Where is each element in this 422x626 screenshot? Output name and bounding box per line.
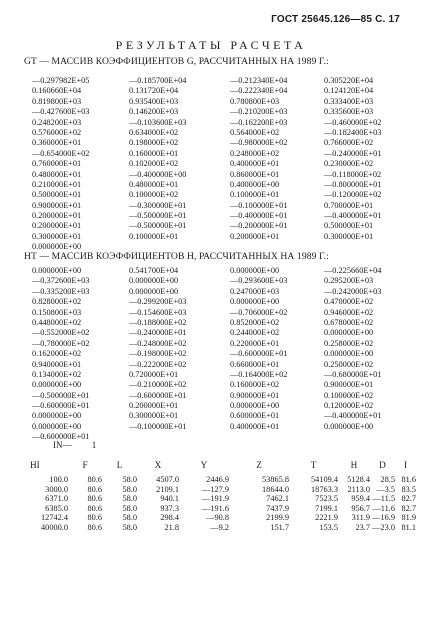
- results-cell: —127.9: [202, 484, 229, 494]
- ht-coefficient-value: 0.220000E+01: [230, 338, 280, 348]
- ht-coefficient-value: 0.470000E+02: [324, 297, 374, 307]
- gt-coefficient-value: 0.480000E+01: [129, 179, 179, 189]
- gt-coefficient-value: 0.160000E+01: [129, 148, 179, 158]
- gt-coefficient-value: 0.300000E+01: [324, 231, 374, 241]
- results-cell: 82.7: [401, 494, 416, 503]
- ht-coefficient-value: 0.400000E+01: [230, 421, 280, 431]
- gt-coefficient-value: 0.480000E+01: [32, 169, 82, 179]
- ht-coefficient-value: —0.225660E+04: [324, 266, 382, 275]
- results-cell: —191.9: [202, 494, 229, 503]
- gt-coefficient-column: [32, 76, 129, 253]
- gt-coefficient-value: —0.100000E+01: [230, 200, 288, 210]
- gt-coefficient-value: 0.935400E+03: [129, 96, 179, 106]
- results-row: [30, 504, 416, 514]
- results-cell: 23.7: [355, 522, 370, 532]
- results-cell: 58.0: [122, 494, 137, 503]
- gt-coefficient-value: 0.305220E+04: [324, 76, 374, 85]
- results-cell: 53865.8: [262, 475, 289, 484]
- gt-coefficient-value: 0.000000E+00: [32, 242, 82, 252]
- gt-coefficient-value: 0.500000E+01: [324, 221, 374, 231]
- gt-coefficient-value: 0.700000E+01: [324, 200, 374, 210]
- results-cell: 937.3: [160, 503, 179, 513]
- ht-coefficient-value: —0.706000E+02: [230, 307, 288, 317]
- in-label: IN—: [53, 440, 72, 450]
- results-cell: —3.5: [376, 484, 395, 494]
- results-cell: —11.5: [372, 494, 395, 503]
- ht-coefficient-value: 0.100000E+02: [324, 390, 374, 400]
- ht-coefficient-value: 0.000000E+00: [230, 297, 280, 307]
- in-value: 1: [91, 440, 97, 450]
- results-cell: 82.7: [401, 503, 416, 513]
- ht-section-heading: НТ — МАССИВ КОЭФФИЦИЕНТОВ Н, РАССЧИТАННЫХ НА 1989 Г.:: [24, 251, 329, 262]
- gt-coefficient-value: 0.102000E+02: [129, 159, 179, 169]
- ht-coefficient-value: —0.400000E+01: [324, 411, 382, 421]
- gt-coefficient-value: —0.427600E+03: [32, 107, 90, 117]
- results-cell: 58.0: [122, 513, 137, 522]
- gt-coefficient-value: —0.500000E+01: [129, 211, 187, 221]
- gt-coefficient-value: 0.100000E+02: [129, 190, 179, 200]
- results-cell: —90.8: [206, 513, 229, 522]
- ht-coefficient-value: 0.162000E+02: [32, 349, 82, 359]
- gt-coefficient-value: 0.200000E+01: [32, 221, 82, 231]
- ht-coefficient-value: 0.000000E+00: [129, 276, 179, 286]
- ht-coefficient-value: —0.600000E+01: [32, 432, 90, 442]
- ht-coefficient-value: —0.600000E+01: [129, 390, 187, 400]
- gt-coefficient-value: 0.564000E+02: [230, 127, 280, 137]
- ht-coefficient-value: —0.222000E+02: [129, 359, 187, 369]
- results-cell: 58.0: [122, 503, 137, 513]
- gt-coefficient-value: 0.400000E+00: [230, 179, 280, 189]
- gt-coefficient-value: —0.800000E+01: [324, 179, 382, 189]
- ht-coefficient-value: 0.258000E+02: [324, 338, 374, 348]
- gt-coefficient-column: [129, 76, 230, 253]
- results-cell: 81.6: [401, 475, 416, 484]
- results-row: [30, 485, 416, 495]
- ht-coefficient-value: —0.100000E+01: [129, 421, 187, 431]
- results-cell: 2113.0: [347, 484, 370, 494]
- results-cell: 80.6: [87, 484, 102, 494]
- ht-coefficient-value: 0.000000E+00: [324, 421, 374, 431]
- ht-coefficient-value: 0.250000E+02: [324, 359, 374, 369]
- gt-coefficient-value: 0.400000E+01: [230, 159, 280, 169]
- gt-coefficient-value: —0.185700E+04: [129, 76, 187, 85]
- results-cell: 21.8: [164, 522, 179, 532]
- results-row: [30, 475, 416, 485]
- results-cell: 80.6: [87, 494, 102, 503]
- results-cell: —23.0: [372, 522, 395, 532]
- results-cell: 2109.1: [156, 484, 179, 494]
- ht-coefficient-column: [129, 266, 230, 443]
- results-cell: 956.7: [351, 503, 370, 513]
- results-cell: 28.5: [380, 475, 395, 484]
- ht-coefficient-value: 0.900000E+01: [230, 390, 280, 400]
- gt-coefficient-value: —0.222340E+04: [230, 86, 288, 96]
- gt-coefficient-value: —0.103600E+03: [129, 117, 187, 127]
- ht-coefficient-value: —0.293600E+03: [230, 276, 288, 286]
- gt-coefficient-value: 0.146200E+03: [129, 107, 179, 117]
- results-column-header: T: [310, 460, 317, 470]
- gt-coefficient-value: —0.118000E+02: [324, 169, 382, 179]
- ht-coefficient-value: —0.210000E+02: [129, 380, 187, 390]
- ht-coefficient-value: 0.000000E+00: [32, 411, 82, 421]
- ht-coefficient-value: 0.000000E+00: [324, 349, 374, 359]
- ht-coefficient-value: 0.000000E+00: [32, 266, 82, 275]
- gt-coefficient-value: 0.634000E+02: [129, 127, 179, 137]
- ht-coefficients-table: [32, 266, 414, 443]
- gt-coefficient-value: —0.182400E+03: [324, 127, 382, 137]
- results-cell: 80.6: [87, 513, 102, 522]
- gt-coefficient-value: —0.120000E+02: [324, 190, 382, 200]
- results-column-header: I: [403, 460, 408, 470]
- ht-coefficient-value: 0.000000E+00: [230, 266, 280, 275]
- gt-coefficient-value: 0.200000E+01: [32, 211, 82, 221]
- ht-coefficient-value: 0.000000E+00: [32, 421, 82, 431]
- gt-coefficient-value: 0.780800E+03: [230, 96, 280, 106]
- gt-coefficient-value: —0.212340E+04: [230, 76, 288, 85]
- results-row: [30, 513, 416, 523]
- ht-coefficient-value: 0.134000E+02: [32, 369, 82, 379]
- ht-coefficient-value: 0.120000E+02: [324, 401, 374, 411]
- ht-coefficient-value: 0.000000E+00: [32, 380, 82, 390]
- ht-coefficient-value: —0.188000E+02: [129, 317, 187, 327]
- ht-coefficient-column: [324, 266, 414, 443]
- results-cell: 959.4: [351, 494, 370, 503]
- results-cell: 5128.4: [347, 475, 370, 484]
- results-cell: 100.0: [49, 475, 68, 484]
- ht-coefficient-value: —0.154600E+03: [129, 307, 187, 317]
- gt-coefficient-value: 0.198000E+02: [129, 138, 179, 148]
- ht-coefficient-value: 0.150800E+03: [32, 307, 82, 317]
- results-cell: 6371.0: [45, 494, 68, 503]
- ht-coefficient-value: 0.678000E+02: [324, 317, 374, 327]
- results-cell: 80.6: [87, 475, 102, 484]
- ht-coefficient-column: [230, 266, 324, 443]
- results-column-header: D: [379, 460, 386, 470]
- results-column-header: Z: [256, 460, 262, 470]
- gt-coefficient-column: [230, 76, 324, 253]
- ht-coefficient-value: 0.000000E+00: [324, 328, 374, 338]
- ht-coefficient-value: 0.541700E+04: [129, 266, 179, 275]
- results-cell: 4507.0: [156, 475, 179, 484]
- gt-coefficient-value: 0.360000E+01: [32, 138, 82, 148]
- ht-coefficient-value: —0.500000E+01: [32, 390, 90, 400]
- ht-coefficient-value: 0.244000E+02: [230, 328, 280, 338]
- ht-coefficient-value: 0.946000E+02: [324, 307, 374, 317]
- gt-coefficient-value: —0.400000E+01: [324, 211, 382, 221]
- results-cell: 80.6: [87, 522, 102, 532]
- results-cell: 7199.1: [315, 503, 338, 513]
- gt-coefficient-value: 0.766000E+02: [324, 138, 374, 148]
- gt-coefficient-value: 0.230000E+02: [324, 159, 374, 169]
- ht-coefficient-value: —0.600000E+01: [32, 401, 90, 411]
- gt-coefficient-value: 0.200000E+01: [230, 231, 280, 241]
- results-cell: —9.2: [210, 522, 229, 532]
- results-column-header: HI: [30, 460, 40, 470]
- results-cell: 3000.0: [45, 484, 68, 494]
- results-column-header: L: [116, 460, 123, 470]
- ht-coefficient-value: —0.248000E+02: [129, 338, 187, 348]
- results-column-header: F: [82, 460, 88, 470]
- gt-coefficient-value: 0.900000E+01: [32, 200, 82, 210]
- ht-coefficient-value: 0.300000E+01: [129, 411, 179, 421]
- gt-coefficient-value: 0.160660E+04: [32, 86, 82, 96]
- ht-coefficient-value: 0.852000E+02: [230, 317, 280, 327]
- gt-coefficient-value: 0.860000E+01: [230, 169, 280, 179]
- ht-coefficient-value: 0.900000E+01: [324, 380, 374, 390]
- gt-section-heading: GT — МАССИВ КОЭФФИЦИЕНТОВ G, РАССЧИТАННЫХ НА 1989 Г.:: [24, 56, 329, 67]
- ht-coefficient-value: 0.940000E+01: [32, 359, 82, 369]
- gt-coefficient-value: —0.300000E+01: [129, 200, 187, 210]
- results-cell: 81.9: [401, 513, 416, 522]
- gt-coefficient-value: —0.400000E+01: [230, 211, 288, 221]
- results-column-header: H: [350, 460, 358, 470]
- gt-coefficient-value: —0.162200E+03: [230, 117, 288, 127]
- gt-coefficient-column: [324, 76, 414, 253]
- results-header-row: [30, 455, 416, 475]
- ht-coefficient-value: 0.828000E+02: [32, 297, 82, 307]
- results-cell: 153.5: [319, 522, 338, 532]
- ht-coefficient-value: —0.299200E+03: [129, 297, 187, 307]
- in-parameter: [53, 440, 114, 450]
- gt-coefficient-value: 0.100000E+01: [129, 231, 179, 241]
- ht-coefficient-value: —0.600000E+01: [230, 349, 288, 359]
- ht-coefficient-value: —0.164000E+02: [230, 369, 288, 379]
- results-cell: 80.6: [87, 503, 102, 513]
- gt-coefficient-value: —0.654000E+02: [32, 148, 90, 158]
- gt-coefficient-value: 0.576000E+02: [32, 127, 82, 137]
- gt-coefficient-value: 0.760000E+01: [32, 159, 82, 169]
- gt-coefficient-value: 0.819800E+03: [32, 96, 82, 106]
- results-column-header: Y: [200, 460, 208, 470]
- ht-coefficient-value: —0.780000E+02: [32, 338, 90, 348]
- gt-coefficient-value: —0.500000E+01: [129, 221, 187, 231]
- gt-coefficients-table: [32, 76, 414, 253]
- gt-coefficient-value: 0.100000E+01: [230, 190, 280, 200]
- results-cell: 58.0: [122, 475, 137, 484]
- results-cell: 54109.4: [311, 475, 338, 484]
- results-cell: 298.4: [160, 513, 179, 522]
- ht-coefficient-value: 0.295200E+03: [324, 276, 374, 286]
- ht-coefficient-value: 0.160000E+02: [230, 380, 280, 390]
- ht-coefficient-value: —0.240000E+01: [129, 328, 187, 338]
- page-title: РЕЗУЛЬТАТЫ РАСЧЕТА: [115, 38, 307, 52]
- ht-coefficient-value: —0.680000E+01: [324, 369, 382, 379]
- results-cell: 12742.4: [41, 513, 68, 522]
- ht-coefficient-value: 0.448000E+02: [32, 317, 82, 327]
- results-cell: 311.9: [351, 513, 370, 522]
- gt-coefficient-value: —0.400000E+00: [129, 169, 187, 179]
- gt-coefficient-value: 0.500000E+01: [32, 190, 82, 200]
- gt-coefficient-value: —0.297982E+05: [32, 76, 90, 85]
- ht-coefficient-value: 0.600000E+01: [230, 411, 280, 421]
- gt-coefficient-value: 0.248000E+02: [230, 148, 280, 158]
- ht-coefficient-value: 0.000000E+00: [230, 401, 280, 411]
- gt-coefficient-value: —0.210200E+03: [230, 107, 288, 117]
- results-cell: 18763.3: [311, 484, 338, 494]
- results-cell: —11.6: [372, 503, 395, 513]
- gt-coefficient-value: 0.210000E+01: [32, 179, 82, 189]
- ht-coefficient-value: 0.720000E+01: [129, 369, 179, 379]
- gt-coefficient-value: —0.980000E+02: [230, 138, 288, 148]
- results-column-header: X: [154, 460, 162, 470]
- results-cell: 40000.0: [41, 522, 68, 532]
- results-row: [30, 494, 416, 504]
- gt-coefficient-value: 0.300000E+01: [32, 231, 82, 241]
- results-table: [30, 455, 416, 532]
- results-cell: —16.9: [372, 513, 395, 522]
- page-header: ГОСТ 25645.126—85 С. 17: [271, 14, 400, 25]
- gt-coefficient-value: 0.248200E+03: [32, 117, 82, 127]
- ht-coefficient-value: 0.247000E+03: [230, 286, 280, 296]
- ht-coefficient-value: —0.335200E+03: [32, 286, 90, 296]
- results-cell: 81.1: [401, 522, 416, 532]
- ht-coefficient-column: [32, 266, 129, 443]
- ht-coefficient-value: —0.198000E+02: [129, 349, 187, 359]
- results-cell: 6385.0: [45, 503, 68, 513]
- gt-coefficient-value: —0.460000E+02: [324, 117, 382, 127]
- ht-coefficient-value: 0.660000E+01: [230, 359, 280, 369]
- results-cell: 2446.9: [206, 475, 229, 484]
- gt-coefficient-value: 0.124120E+04: [324, 86, 374, 96]
- gt-coefficient-value: —0.240000E+01: [324, 148, 382, 158]
- ht-coefficient-value: 0.000000E+00: [129, 286, 179, 296]
- ht-coefficient-value: —0.552000E+02: [32, 328, 90, 338]
- ht-coefficient-value: —0.242000E+03: [324, 286, 382, 296]
- results-cell: 7523.5: [315, 494, 338, 503]
- results-cell: 940.1: [160, 494, 179, 503]
- ht-coefficient-value: —0.372600E+03: [32, 276, 90, 286]
- ht-coefficient-value: 0.200000E+01: [129, 401, 179, 411]
- results-cell: 7462.1: [266, 494, 289, 503]
- gt-coefficient-value: —0.200000E+01: [230, 221, 288, 231]
- gt-coefficient-value: 0.335600E+03: [324, 107, 374, 117]
- results-cell: 58.0: [122, 522, 137, 532]
- results-cell: 2221.9: [315, 513, 338, 522]
- results-row: [30, 523, 416, 533]
- results-cell: —191.6: [202, 503, 229, 513]
- gt-coefficient-value: 0.333400E+03: [324, 96, 374, 106]
- results-cell: 7437.9: [266, 503, 289, 513]
- results-cell: 18644.0: [262, 484, 289, 494]
- results-cell: 2199.9: [266, 513, 289, 522]
- results-cell: 151.7: [270, 522, 289, 532]
- results-cell: 58.0: [122, 484, 137, 494]
- results-cell: 83.5: [401, 484, 416, 494]
- gt-coefficient-value: 0.131720E+04: [129, 86, 179, 96]
